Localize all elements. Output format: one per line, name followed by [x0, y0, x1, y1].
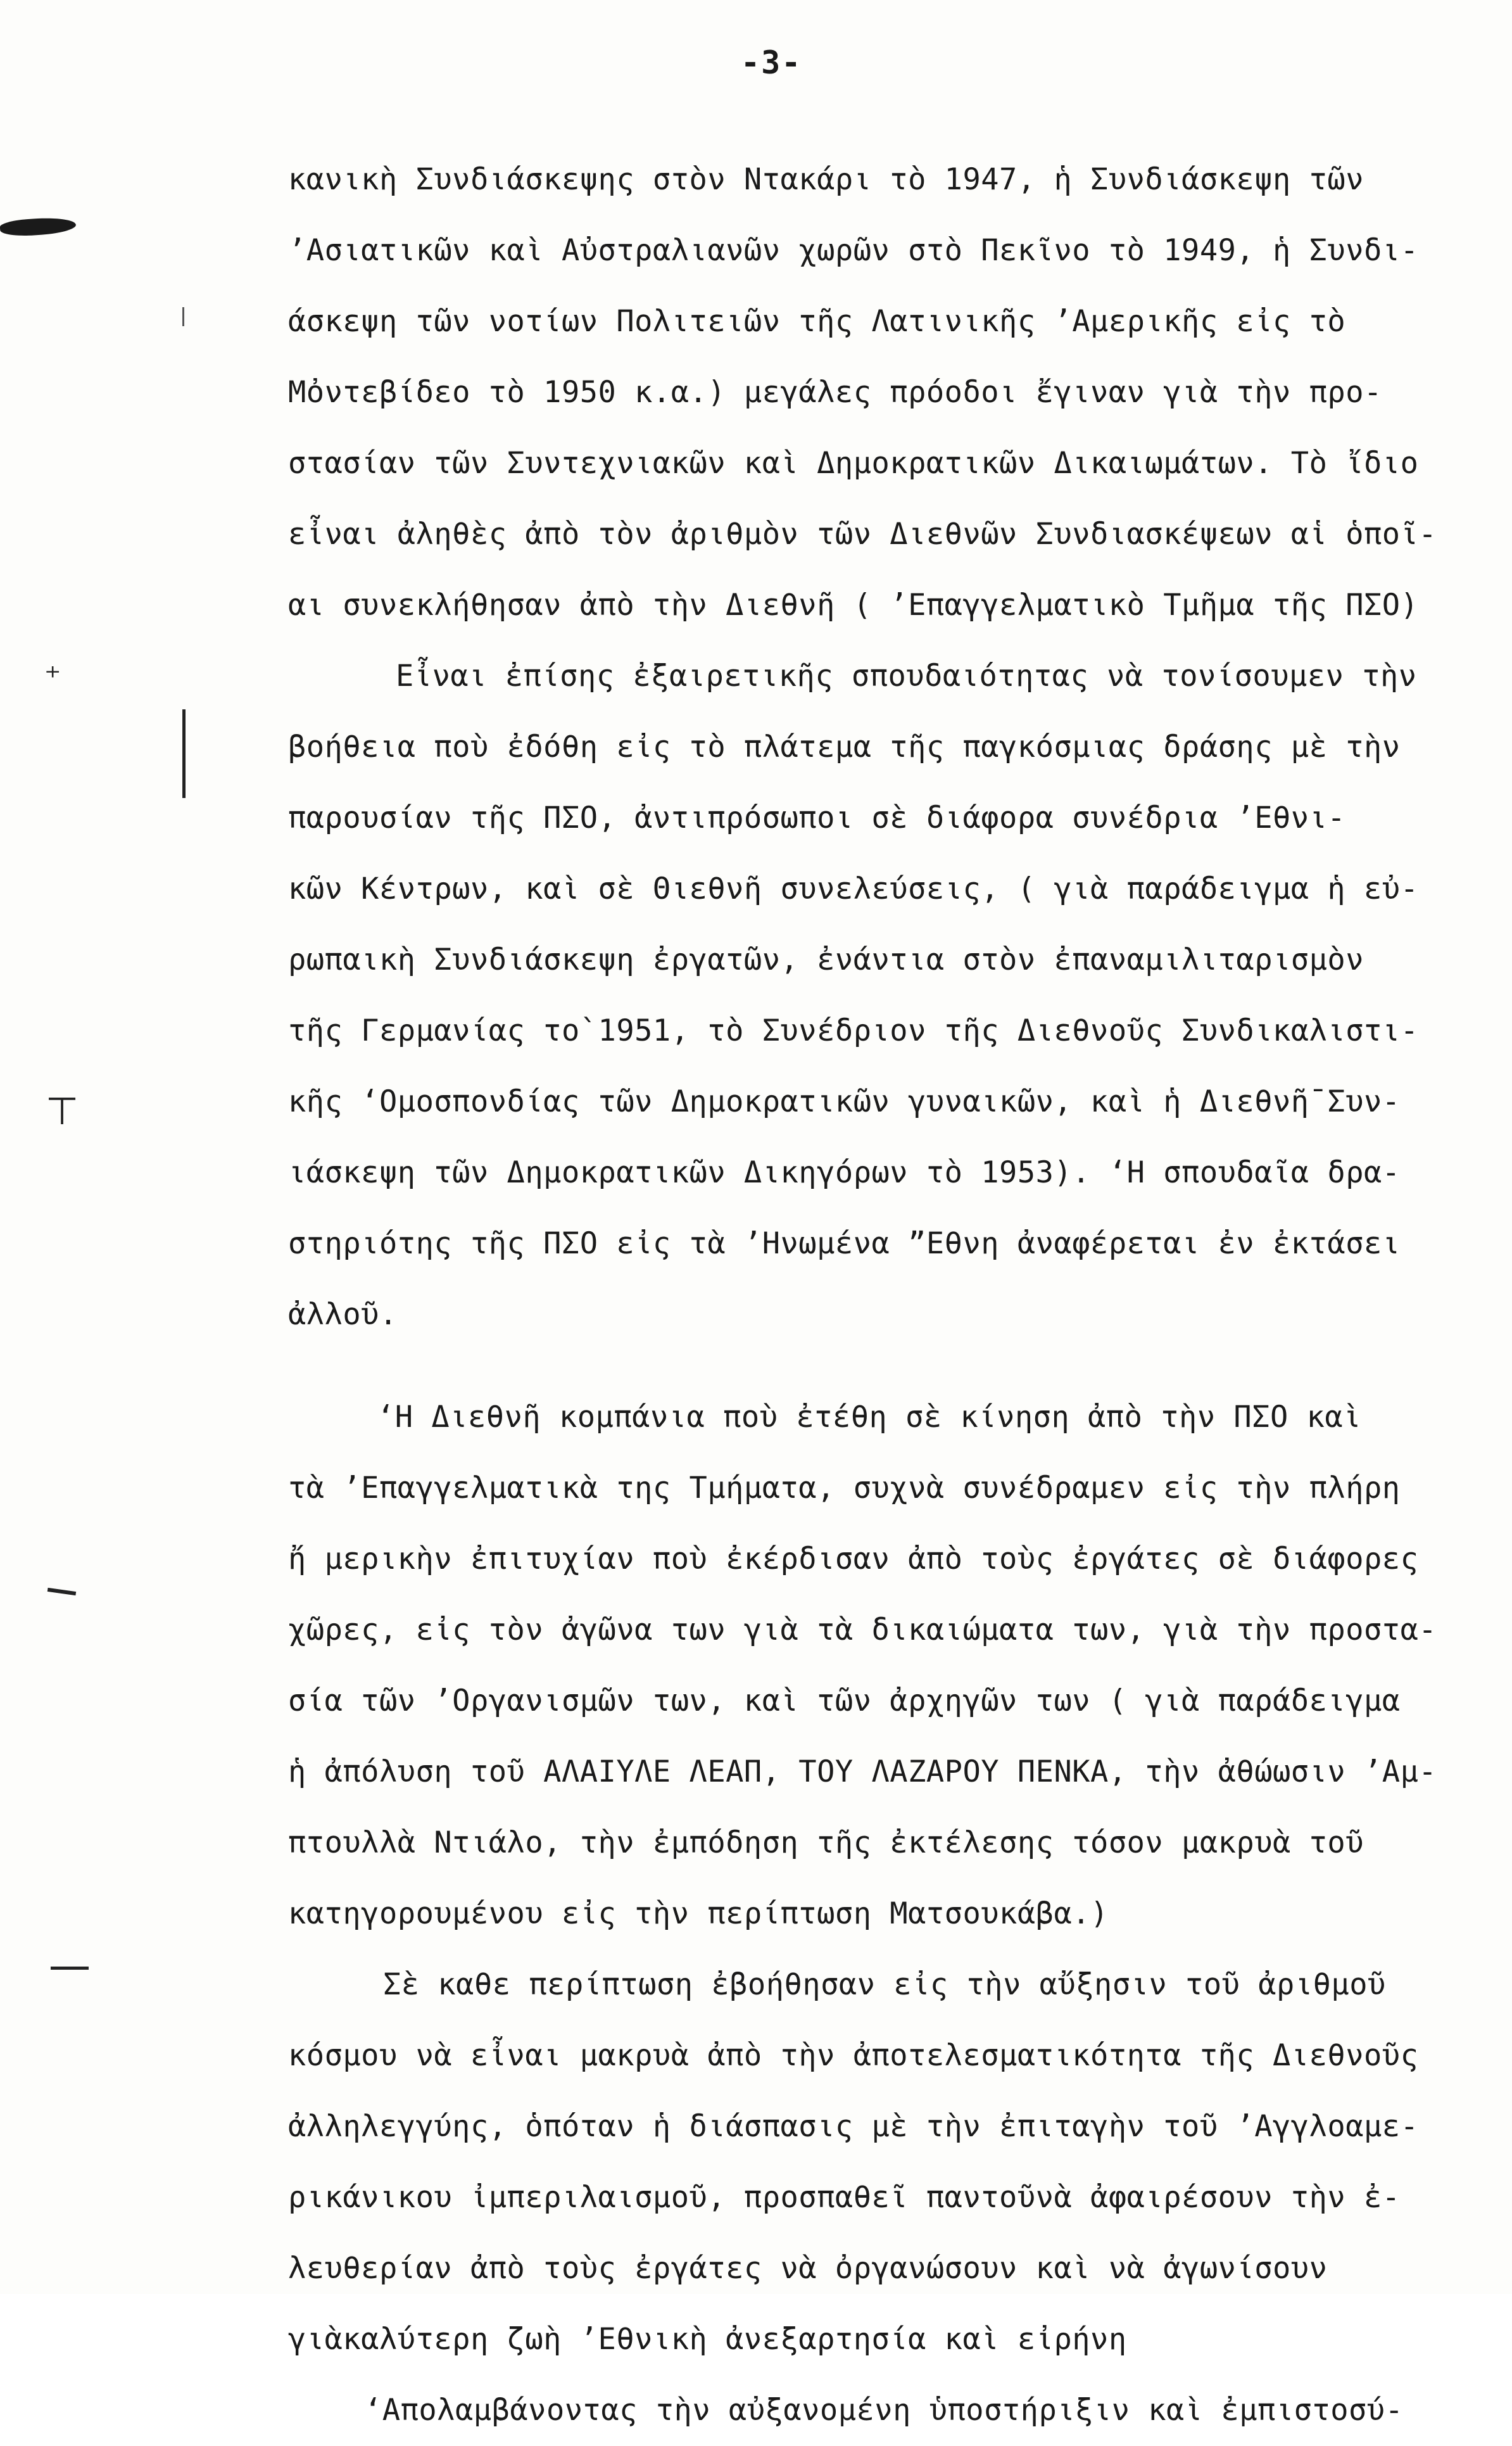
paragraph: [288, 2375, 1491, 2446]
text-line: ρικάνικου ἰμπεριλαισμοῦ, προσπαθεῖ παντοῦνὰ ἀφαιρέσουν τὴν ἐ-: [288, 2180, 1401, 2215]
paragraph: [288, 1949, 1491, 2375]
paragraph: [288, 641, 1491, 1350]
text-line: κῆς ‘Ομοσπονδίας τῶν Δημοκρατικῶν γυναικῶν, καὶ ἡ Διεθνῆ¯Συν-: [288, 1084, 1401, 1119]
text-line: τῆς Γερμανίας το`1951, τὸ Συνέδριον τῆς Διεθνοῦς Συνδικαλιστι-: [288, 1013, 1419, 1048]
text-line: ρωπαικὴ Συνδιάσκεψη ἐργατῶν, ἐνάντια στὸν ἐπαναμιλιταρισμὸν: [288, 942, 1364, 977]
text-line: τὰ ’Επαγγελματικὰ της Τμήματα, συχνὰ συνέδραμεν εἰς τὴν πλήρη: [288, 1471, 1401, 1505]
text-line: στασίαν τῶν Συντεχνιακῶν καὶ Δημοκρατικῶν Δικαιωμάτων. Τὸ ἴδιο: [288, 446, 1419, 481]
text-line: βοήθεια ποὺ ἐδόθη εἰς τὸ πλάτεμα τῆς παγκόσμιας δράσης μὲ τὴν: [288, 730, 1401, 764]
page-number: -3-: [741, 44, 802, 81]
text-line: Εἶναι ἐπίσης ἐξαιρετικῆς σπουδαιότητας νὰ τονίσουμεν τὴν: [396, 659, 1417, 694]
text-line: σία τῶν ’Οργανισμῶν των, καὶ τῶν ἀρχηγῶν των ( γιὰ παράδειγμα: [288, 1683, 1401, 1718]
text-line: στηριότης τῆς ΠΣΟ εἰς τὰ ’Ηνωμένα ˮΕθνη ἀναφέρεται ἐν ἐκτάσει: [288, 1226, 1401, 1261]
text-line: ’Ασιατικῶν καὶ Αὐστραλιανῶν χωρῶν στὸ Πεκῖνο τὸ 1949, ἡ Συνδι-: [288, 233, 1419, 268]
margin-cross-mark: ⁺: [44, 659, 61, 695]
text-line: ἀλληλεγγύης, ὁπόταν ἡ διάσπασις μὲ τὴν ἐπιταγὴν τοῦ ’Αγγλοαμε-: [288, 2109, 1419, 2144]
text-line: χῶρες, εἰς τὸν ἀγῶνα των γιὰ τὰ δικαιώματα των, γιὰ τὴν προστα-: [288, 1613, 1437, 1647]
paragraph: [288, 144, 1491, 641]
margin-bar-mark: [182, 709, 186, 798]
margin-dash-mark: [51, 1967, 89, 1970]
text-line: Σὲ καθε περίπτωση ἐβοήθησαν εἰς τὴν αὔξησιν τοῦ ἀριθμοῦ: [383, 1967, 1386, 2002]
text-line: άσκεψη τῶν νοτίων Πολιτειῶν τῆς Λατινικῆς ’Αμερικῆς εἰς τὸ: [288, 304, 1346, 339]
paragraph: [288, 1382, 1491, 1949]
text-line: κῶν Κέντρων, καὶ σὲ Θιεθνῆ συνελεύσεις, ( γιὰ παράδειγμα ἡ εὐ-: [288, 871, 1419, 906]
text-line: λευθερίαν ἀπὸ τοὺς ἐργάτες νὰ ὀργανώσουν καὶ νὰ ἀγωνίσουν: [288, 2251, 1328, 2286]
margin-t-mark: ⊤: [46, 1089, 79, 1134]
text-line: γιὰκαλύτερη ζωὴ ’Εθνικὴ ἀνεξαρτησία καὶ εἰρήνη: [288, 2322, 1127, 2357]
text-line: ἡ ἀπόλυση τοῦ ΑΛΑΙΥΛΕ ΛΕΑΠ, ΤΟΥ ΛΑΖΑΡΟΥ ΠΕΝΚΑ, τὴν ἀθώωσιν ’Αμ-: [288, 1754, 1437, 1789]
text-line: εἶναι ἀληθὲς ἀπὸ τὸν ἀριθμὸν τῶν Διεθνῶν Συνδιασκέψεων αἱ ὁποῖ-: [288, 517, 1437, 552]
paragraph-gap: [288, 1350, 1491, 1382]
text-line: ‘Απολαμβάνοντας τὴν αὐξανομένη ὑποστήριξιν καὶ ἐμπιστοσύ-: [364, 2393, 1404, 2428]
margin-tick-mark: [182, 307, 184, 326]
text-line: παρουσίαν τῆς ΠΣΟ, ἀντιπρόσωποι σὲ διάφορα συνέδρια ’Εθνι-: [288, 801, 1346, 835]
text-line: κόσμου νὰ εἶναι μακρυὰ ἀπὸ τὴν ἀποτελεσματικότητα τῆς Διεθνοῦς: [288, 2038, 1419, 2073]
document-body: [288, 144, 1491, 2446]
margin-arrow-mark: [47, 1588, 76, 1595]
text-line: ιάσκεψη τῶν Δημοκρατικῶν Δικηγόρων τὸ 1953). ‘Η σπουδαῖα δρα-: [288, 1155, 1401, 1190]
ink-smudge-mark: [0, 216, 77, 238]
text-line: ἤ μερικὴν ἐπιτυχίαν ποὺ ἐκέρδισαν ἀπὸ τοὺς ἐργάτες σὲ διάφορες: [288, 1542, 1419, 1576]
text-line: ἀλλοῦ.: [288, 1297, 398, 1332]
text-line: κατηγορουμένου εἰς τὴν περίπτωση Ματσουκάβα.): [288, 1896, 1109, 1931]
text-line: αι συνεκλήθησαν ἀπὸ τὴν Διεθνῆ ( ’Επαγγελματικὸ Τμῆμα τῆς ΠΣΟ): [288, 588, 1419, 623]
text-line: κανικὴ Συνδιάσκεψης στὸν Ντακάρι τὸ 1947, ἡ Συνδιάσκεψη τῶν: [288, 162, 1364, 197]
text-line: ‘Η Διεθνῆ κομπάνια ποὺ ἐτέθη σὲ κίνηση ἀπὸ τὴν ΠΣΟ καὶ: [377, 1400, 1362, 1435]
text-line: Μὀντεβίδεο τὸ 1950 κ.α.) μεγάλες πρόοδοι ἔγιναν γιὰ τὴν προ-: [288, 375, 1382, 410]
text-line: πτουλλὰ Ντιάλο, τὴν ἐμπόδηση τῆς ἐκτέλεσης τόσον μακρυὰ τοῦ: [288, 1825, 1364, 1860]
